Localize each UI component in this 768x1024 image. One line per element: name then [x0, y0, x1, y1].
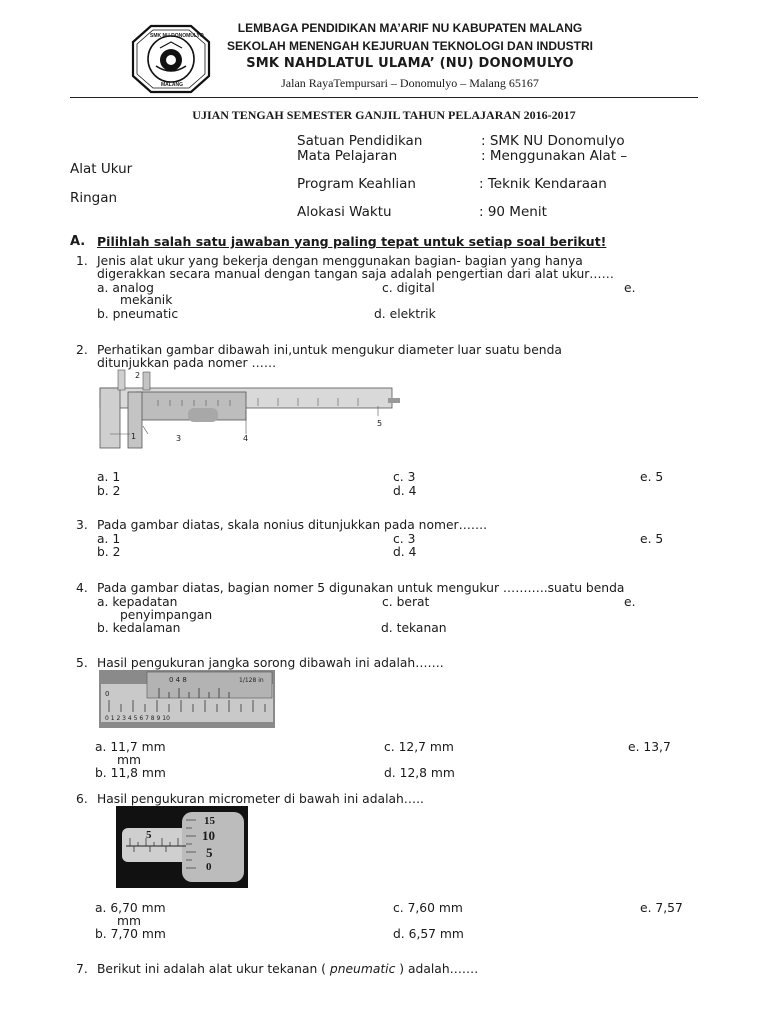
- q3-option-e[interactable]: e. 5: [640, 532, 664, 546]
- caliper-label-1: 1: [131, 432, 137, 441]
- q6-option-a[interactable]: a. 6,70 mm: [95, 901, 166, 915]
- header-foundation: LEMBAGA PENDIDIKAN MA’ARIF NU KABUPATEN MALANG: [237, 21, 583, 35]
- q3-option-b[interactable]: b. 2: [97, 545, 121, 559]
- q3-option-a[interactable]: a. 1: [97, 532, 121, 546]
- q7-number: 7.: [76, 962, 88, 976]
- info-value-time: : 90 Menit: [479, 204, 547, 220]
- q5-number: 5.: [76, 656, 88, 670]
- caliper-label-4: 4: [243, 434, 249, 443]
- micrometer-thimble-5: 5: [206, 845, 213, 860]
- caliper-label-5: 5: [377, 419, 383, 428]
- info-label-time: Alokasi Waktu: [297, 204, 392, 220]
- header-address: Jalan RayaTempursari – Donomulyo – Malang 65167: [281, 76, 539, 90]
- q2-number: 2.: [76, 343, 88, 357]
- logo-bottom-text: MALANG: [161, 82, 183, 88]
- info-program-wrap: Ringan: [70, 190, 118, 206]
- q7-text-emphasis: pneumatic: [329, 962, 396, 976]
- q4-option-e[interactable]: e.: [624, 595, 636, 609]
- q6-number: 6.: [76, 792, 88, 806]
- svg-text:1/128 in: 1/128 in: [239, 677, 264, 684]
- micrometer-thimble-15: 15: [204, 815, 215, 827]
- info-value-subject: : Menggunakan Alat –: [481, 148, 628, 164]
- q2-text-line1: Perhatikan gambar dibawah ini,untuk mengukur diameter luar suatu benda: [97, 343, 562, 357]
- q4-option-d[interactable]: d. tekanan: [381, 621, 447, 635]
- header-school-type: SEKOLAH MENENGAH KEJURUAN TEKNOLOGI DAN INDUSTRI: [226, 39, 593, 53]
- q2-option-a[interactable]: a. 1: [97, 470, 121, 484]
- q1-text-line1: Jenis alat ukur yang bekerja dengan menggunakan bagian- bagian yang hanya: [97, 254, 583, 268]
- caliper-label-3: 3: [176, 434, 182, 443]
- vernier-caliper-figure: [98, 368, 403, 453]
- q4-option-b[interactable]: b. kedalaman: [97, 621, 181, 635]
- q6-text: Hasil pengukuran micrometer di bawah ini adalah…..: [97, 792, 424, 806]
- q3-text: Pada gambar diatas, skala nonius ditunjukkan pada nomer…….: [97, 518, 488, 532]
- info-label-unit: Satuan Pendidikan: [297, 133, 423, 149]
- caliper-label-2: 2: [135, 371, 141, 380]
- q7-text: [97, 962, 478, 976]
- q3-number: 3.: [76, 518, 88, 532]
- q2-option-b[interactable]: b. 2: [97, 484, 121, 498]
- section-instruction: Pilihlah salah satu jawaban yang paling tepat untuk setiap soal berikut!: [97, 234, 607, 249]
- q7-text-pre: Berikut ini adalah alat ukur tekanan (: [97, 962, 330, 976]
- micrometer-thimble-0: 0: [206, 861, 212, 873]
- q1-number: 1.: [76, 254, 88, 268]
- logo-top-text: SMK NU DONOMULYO: [150, 33, 204, 39]
- q4-option-a[interactable]: a. kepadatan: [97, 595, 178, 609]
- q3-option-d[interactable]: d. 4: [393, 545, 417, 559]
- q1-option-e-text: mekanik: [120, 293, 173, 307]
- q4-option-c[interactable]: c. berat: [382, 595, 430, 609]
- svg-text:0 1 2 3 4 5 6 7 8 9 10: 0 1 2 3 4 5 6 7 8 9 10: [105, 715, 170, 722]
- section-letter: A.: [70, 234, 86, 249]
- q1-option-a[interactable]: a. analog: [97, 281, 154, 295]
- q5-option-b[interactable]: b. 11,8 mm: [95, 766, 166, 780]
- q6-option-e[interactable]: e. 7,57: [640, 901, 683, 915]
- q1-option-c[interactable]: c. digital: [382, 281, 435, 295]
- q6-option-b[interactable]: b. 7,70 mm: [95, 927, 166, 941]
- micrometer-photo: [116, 806, 248, 888]
- q5-option-c[interactable]: c. 12,7 mm: [384, 740, 454, 754]
- info-label-program: Program Keahlian: [297, 176, 416, 192]
- info-subject-wrap: Alat Ukur: [70, 161, 133, 177]
- header-rule: [70, 97, 698, 98]
- q5-option-e-text: mm: [117, 753, 141, 767]
- header-school-name: SMK NAHDLATUL ULAMA’ (NU) DONOMULYO: [246, 56, 574, 71]
- q7-text-post: ) adalah…….: [395, 962, 479, 976]
- q5-option-d[interactable]: d. 12,8 mm: [384, 766, 455, 780]
- info-label-subject: Mata Pelajaran: [297, 148, 398, 164]
- info-value-program: : Teknik Kendaraan: [479, 176, 607, 192]
- q2-option-e[interactable]: e. 5: [640, 470, 664, 484]
- q5-option-a[interactable]: a. 11,7 mm: [95, 740, 166, 754]
- micrometer-sleeve-number: 5: [146, 829, 152, 841]
- info-value-unit: : SMK NU Donomulyo: [481, 133, 625, 149]
- q1-option-b[interactable]: b. pneumatic: [97, 307, 179, 321]
- q2-text-line2: ditunjukkan pada nomer ……: [97, 356, 277, 370]
- q1-option-e[interactable]: e.: [624, 281, 636, 295]
- q1-option-d[interactable]: d. elektrik: [374, 307, 436, 321]
- q4-option-e-text: penyimpangan: [120, 608, 213, 622]
- exam-title: UJIAN TENGAH SEMESTER GANJIL TAHUN PELAJARAN 2016-2017: [192, 108, 576, 122]
- q4-number: 4.: [76, 581, 88, 595]
- q5-text: Hasil pengukuran jangka sorong dibawah ini adalah…….: [97, 656, 444, 670]
- q3-option-c[interactable]: c. 3: [393, 532, 416, 546]
- svg-text:0 4 8: 0 4 8: [169, 676, 187, 684]
- micrometer-thimble-10: 10: [202, 828, 215, 843]
- q1-text-line2: digerakkan secara manual dengan tangan saja adalah pengertian dari alat ukur……: [97, 267, 614, 281]
- q6-option-e-text: mm: [117, 914, 141, 928]
- q2-option-d[interactable]: d. 4: [393, 484, 417, 498]
- vernier-scale-photo: [99, 670, 275, 728]
- q4-text: Pada gambar diatas, bagian nomer 5 digunakan untuk mengukur ………..suatu benda: [97, 581, 625, 595]
- q6-option-d[interactable]: d. 6,57 mm: [393, 927, 464, 941]
- q6-option-c[interactable]: c. 7,60 mm: [393, 901, 463, 915]
- svg-text:0: 0: [105, 690, 110, 698]
- q5-option-e[interactable]: e. 13,7: [628, 740, 671, 754]
- q2-option-c[interactable]: c. 3: [393, 470, 416, 484]
